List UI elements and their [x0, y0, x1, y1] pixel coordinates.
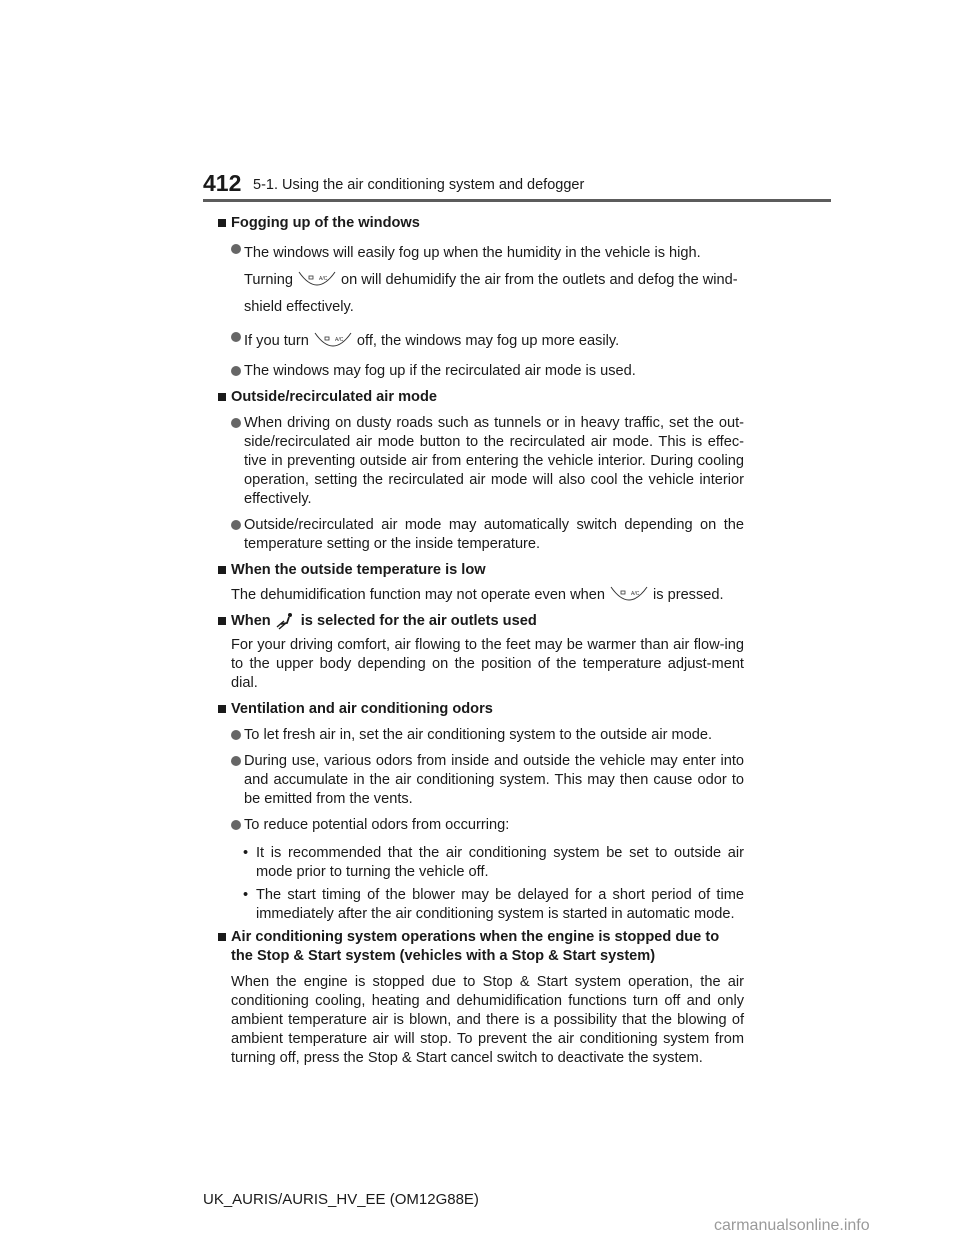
watermark: carmanualsonline.info: [714, 1217, 870, 1234]
list-item: [216, 328, 744, 355]
svg-text:A/C: A/C: [334, 337, 344, 344]
low-temp-text-b: is pressed.: [653, 586, 724, 603]
feet-vent-icon: [275, 612, 297, 630]
footer-document-id: UK_AURIS/AURIS_HV_EE (OM12G88E): [203, 1191, 479, 1208]
paragraph-stop-start: When the engine is stopped due to Stop & Start system operation, the air conditioning cooling, heating and dehumidification functions turn off and only ambient temperature air is blown, and there is a possibility that the blowing of ambient temperature air will stop. To prevent the air conditioning system from turning off, press the Stop & Start cancel switch to deactivate the system.: [231, 974, 744, 1066]
page-number: 412: [203, 170, 242, 196]
list-item: When driving on dusty roads such as tunnels or in heavy traffic, set the out-side/recirculated air mode button to the recirculated air mode. This is effec-tive in preventing outside air from entering the vehicle interior. During cooling operation, setting the recirculated air mode will also cool the vehicle interior effectively.: [216, 414, 744, 509]
heading-feet-outlet: [216, 612, 744, 631]
page-body: [216, 207, 744, 1068]
svg-text:A/C: A/C: [631, 591, 640, 597]
heading-fogging: Fogging up of the windows: [216, 214, 744, 233]
heading-recirculated: Outside/recirculated air mode: [216, 388, 744, 407]
list-item: [216, 240, 744, 321]
sub-list-item: • It is recommended that the air conditioning system be set to outside air mode prior to turning the vehicle off.: [216, 844, 744, 882]
heading-low-temperature: When the outside temperature is low: [216, 561, 744, 580]
header-divider: [203, 199, 831, 202]
list-item: Outside/recirculated air mode may automatically switch depending on the temperature setting or the inside temperature.: [216, 516, 744, 554]
fog-bullet-1-turning: Turning: [244, 272, 293, 288]
ac-button-icon: [609, 585, 649, 605]
fog-bullet-1-line-3: shield effectively.: [244, 299, 354, 315]
list-item: To reduce potential odors from occurring:: [216, 816, 744, 835]
low-temp-text-a: The dehumidification function may not operate even when: [231, 586, 605, 603]
feet-title-a: When: [231, 613, 271, 629]
fog-bullet-1-line-2: on will dehumidify the air from the outlets and defog the wind-: [340, 272, 738, 288]
list-item: The windows may fog up if the recirculated air mode is used.: [216, 362, 744, 381]
heading-odors: Ventilation and air conditioning odors: [216, 700, 744, 719]
fog-bullet-2-b: off, the windows may fog up more easily.: [356, 333, 620, 349]
list-item: During use, various odors from inside and outside the vehicle may enter into and accumulate in the air conditioning system. This may then cause odor to be emitted from the vents.: [216, 752, 744, 809]
paragraph-feet: For your driving comfort, air flowing to the feet may be warmer than air flow-ing to the upper body depending on the position of the temperature adjust-ment dial.: [231, 637, 744, 691]
list-item: To let fresh air in, set the air conditioning system to the outside air mode.: [216, 726, 744, 745]
ac-button-icon: [313, 331, 353, 351]
feet-title-b: is selected for the air outlets used: [300, 613, 537, 629]
heading-stop-start: Air conditioning system operations when the engine is stopped due to the Stop & Start system (vehicles with a Stop & Start system): [216, 928, 744, 966]
ac-button-icon: [297, 270, 337, 290]
fog-bullet-2-a: If you turn: [244, 333, 309, 349]
fog-bullet-1-line-1: The windows will easily fog up when the humidity in the vehicle is high.: [244, 245, 701, 261]
sub-list-item: • The start timing of the blower may be delayed for a short period of time immediately after the air conditioning system is started in automatic mode.: [216, 886, 744, 924]
svg-text:A/C: A/C: [318, 276, 328, 283]
section-title: 5-1. Using the air conditioning system and defogger: [253, 177, 585, 193]
paragraph-low-temperature: [216, 585, 744, 605]
